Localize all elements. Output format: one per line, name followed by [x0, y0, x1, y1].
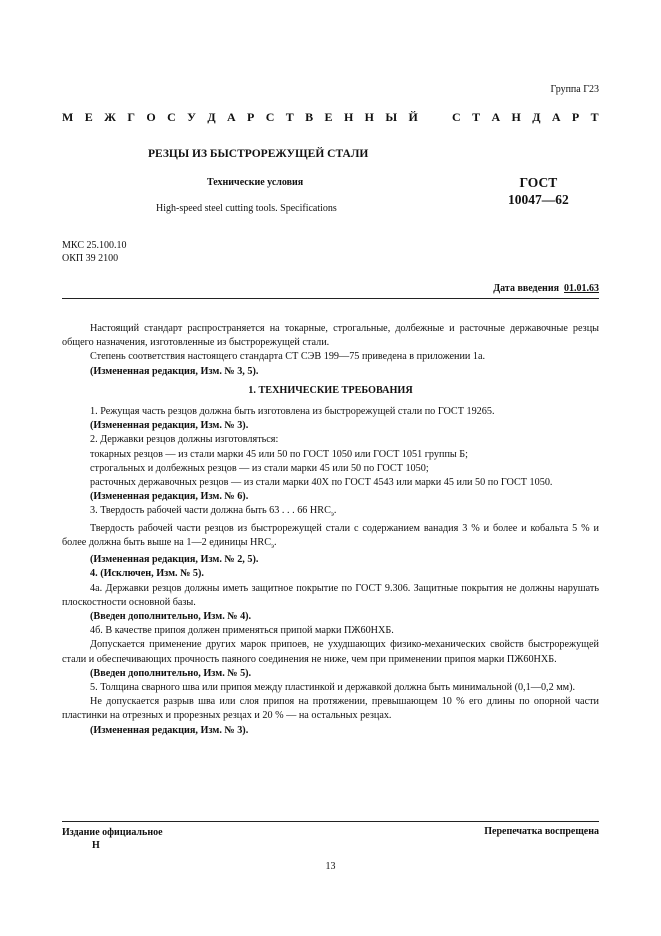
header-rule — [62, 298, 599, 299]
page-number: 13 — [325, 861, 336, 872]
gost-designation — [508, 174, 569, 208]
heading-letter: С — [265, 110, 275, 124]
amendment-note: (Введен дополнительно, Изм. № 4). — [90, 610, 252, 622]
okp-code: ОКП 39 2100 — [62, 253, 119, 264]
classification-codes — [62, 239, 126, 265]
paragraph: 4а. Державки резцов должны иметь защитное покрытие по ГОСТ 9.306. Защитные покрытия не должны нарушать плоскостности основной базы. — [62, 582, 599, 608]
text: . — [333, 505, 337, 517]
gost-number: 10047—62 — [508, 192, 569, 207]
heading-letter: А — [226, 110, 236, 124]
mks-code: МКС 25.100.10 — [62, 240, 127, 251]
document-body — [62, 322, 599, 738]
paragraph: 2. Державки резцов должны изготовляться: — [90, 434, 279, 446]
heading-letter: С — [167, 110, 176, 124]
edition-mark: Н — [92, 840, 100, 851]
introduction-date-label: Дата введения — [493, 283, 559, 294]
text: Твердость рабочей части резцов из быстрорежущей стали с содержанием ванадия 3 % и более и кобальта 5 % и более должна быть выше на 1—2 единицы HRC — [62, 522, 599, 548]
document-subtitle: Технические условия — [207, 177, 304, 188]
heading-letter: Т — [285, 110, 294, 124]
amendment-note: (Измененная редакция, Изм. № 3, 5). — [90, 365, 259, 377]
group-code: Группа Г23 — [550, 84, 599, 95]
text: . — [274, 536, 277, 548]
amendment-note: (Измененная редакция, Изм. № 6). — [90, 491, 249, 503]
reprint-notice: Перепечатка воспрещена — [484, 826, 599, 837]
list-item: расточных державочных резцов — из стали марки 40Х по ГОСТ 4543 или марки 45 или 50 по ГОСТ 1050. — [90, 477, 553, 489]
amendment-note: (Измененная редакция, Изм. № 2, 5). — [90, 554, 259, 566]
heading-letter: А — [551, 110, 561, 124]
heading-letter: Р — [571, 110, 580, 124]
amendment-note: (Измененная редакция, Изм. № 3). — [90, 724, 249, 736]
heading-letter: Ж — [104, 110, 116, 124]
heading-letter: С — [452, 110, 461, 124]
heading-letter: А — [491, 110, 501, 124]
amendment-note: (Измененная редакция, Изм. № 3). — [90, 420, 249, 432]
paragraph: 5. Толщина сварного шва или припоя между пластинкой и державкой должна быть минимальной (0,1—0,2 мм). — [90, 681, 576, 693]
paragraph: Допускается применение других марок припоев, не ухудшающих физико-механических свойств быстрорежущей стали и обеспечивающих прочность паяного соединения не ниже, чем при применении припоя марки ПЖ60НХБ. — [62, 639, 599, 665]
introduction-date — [493, 283, 599, 294]
heading-letter: Т — [590, 110, 599, 124]
edition-block — [62, 826, 163, 852]
heading-letter: У — [187, 110, 196, 124]
list-item: токарных резцов — из стали марки 45 или 50 по ГОСТ 1050 или ГОСТ 1051 группы Б; — [90, 448, 468, 460]
edition-label: Издание официальное — [62, 827, 163, 838]
subscript: э — [271, 541, 275, 550]
amendment-note: 4. (Исключен, Изм. № 5). — [90, 568, 204, 580]
paragraph: Не допускается разрыв шва или слоя припоя на протяжении, превышающем 10 % его длины по опорной части пластинки на отрезных и прорезных резцах и 20 % — на остальных резцах. — [62, 696, 599, 722]
paragraph: Степень соответствия настоящего стандарта СТ СЭВ 199—75 приведена в приложении 1а. — [90, 351, 486, 363]
heading-letter: М — [62, 110, 74, 124]
heading-letter: Д — [532, 110, 541, 124]
heading-letter: Р — [247, 110, 255, 124]
list-item: строгальных и долбежных резцов — из стали марки 45 или 50 по ГОСТ 1050; — [90, 462, 429, 474]
amendment-note: (Введен дополнительно, Изм. № 5). — [90, 667, 252, 679]
heading-letter: О — [146, 110, 156, 124]
heading-letter: Н — [364, 110, 374, 124]
heading-letter: Г — [127, 110, 135, 124]
heading-letter: В — [305, 110, 314, 124]
footer-rule — [62, 821, 599, 822]
text: 3. Твердость рабочей части должна быть 63 . . . 66 HRC — [90, 505, 331, 517]
heading-letter: Н — [343, 110, 354, 124]
gost-label: ГОСТ — [519, 175, 558, 190]
introduction-date-value: 01.01.63 — [564, 283, 599, 294]
interstate-standard-heading — [62, 110, 599, 125]
subscript: э — [330, 510, 334, 519]
heading-letter: Е — [84, 110, 93, 124]
paragraph: 1. Режущая часть резцов должна быть изготовлена из быстрорежущей стали по ГОСТ 19265. — [90, 406, 495, 418]
english-title: High-speed steel cutting tools. Specifications — [156, 203, 337, 214]
paragraph: Настоящий стандарт распространяется на токарные, строгальные, долбежные и расточные державочные резцы общего назначения, изготовленные из быстрорежущей стали. — [62, 323, 599, 349]
paragraph — [62, 522, 599, 553]
heading-letter: Н — [511, 110, 521, 124]
heading-letter: Е — [324, 110, 333, 124]
heading-letter: Й — [408, 110, 418, 124]
heading-letter: Т — [472, 110, 481, 124]
section-heading: 1. ТЕХНИЧЕСКИЕ ТРЕБОВАНИЯ — [248, 384, 413, 396]
heading-letter: Д — [207, 110, 216, 124]
heading-letter: Ы — [385, 110, 398, 124]
document-title: РЕЗЦЫ ИЗ БЫСТРОРЕЖУЩЕЙ СТАЛИ — [148, 148, 369, 160]
paragraph — [62, 504, 599, 521]
paragraph: 4б. В качестве припоя должен применяться припой марки ПЖ60НХБ. — [90, 625, 394, 637]
